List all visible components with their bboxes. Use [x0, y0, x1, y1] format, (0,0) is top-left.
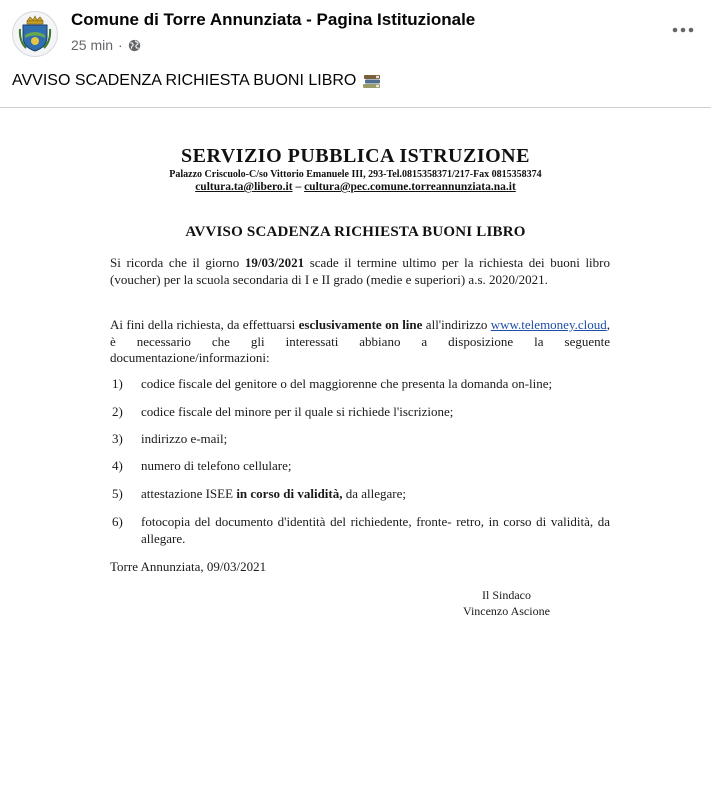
- deadline-date: 19/03/2021: [244, 255, 305, 270]
- list-item: [110, 376, 610, 393]
- document-address: Palazzo Criscuolo-C/so Vittorio Emanuele III, 293-Tel.0815358371/217-Fax 0815358374: [169, 169, 542, 180]
- list-item-number: 1): [112, 376, 123, 391]
- document-subtitle: AVVISO SCADENZA RICHIESTA BUONI LIBRO: [185, 224, 526, 240]
- more-options-button[interactable]: [669, 20, 697, 40]
- post-message-text: AVVISO SCADENZA RICHIESTA BUONI LIBRO: [12, 72, 357, 89]
- page-name-link[interactable]: Comune di Torre Annunziata - Pagina Istituzionale: [71, 10, 476, 29]
- signer-role: Il Sindaco: [482, 588, 531, 602]
- list-item: [110, 431, 610, 448]
- isee-text-1: attestazione ISEE: [141, 486, 237, 501]
- list-item-text: numero di telefono cellulare;: [141, 458, 292, 473]
- post-meta: [71, 37, 141, 53]
- list-item-number: 6): [112, 514, 123, 529]
- post-message: [12, 72, 382, 90]
- list-item: [110, 458, 610, 475]
- list-item-number: 3): [112, 431, 123, 446]
- coat-of-arms-icon: [18, 15, 52, 53]
- post-header: [0, 0, 711, 64]
- list-item-text: codice fiscale del minore per il quale si richiede l'iscrizione;: [141, 404, 454, 419]
- isee-text-2: da allegare;: [342, 486, 407, 501]
- paragraph-instructions-text-2: all'indirizzo: [422, 317, 491, 332]
- list-item-text: [141, 486, 610, 503]
- paragraph-deadline: [110, 255, 610, 288]
- document-date-place: Torre Annunziata, 09/03/2021: [110, 559, 267, 574]
- telemoney-link: www.telemoney.cloud: [490, 317, 607, 332]
- isee-validity-emphasis: in corso di validità,: [236, 486, 343, 501]
- list-item: [110, 486, 610, 503]
- list-item-text: fotocopia del documento d'identità del richiedente, fronte- retro, in corso di validità, da allegare.: [141, 514, 610, 546]
- document-title: SERVIZIO PUBBLICA ISTRUZIONE: [181, 145, 530, 167]
- list-item-text: indirizzo e-mail;: [141, 431, 228, 446]
- online-only-emphasis: esclusivamente on line: [298, 317, 423, 332]
- list-item: [110, 404, 610, 421]
- meta-separator: ·: [118, 37, 123, 53]
- list-item-text: codice fiscale del genitore o del maggiorenne che presenta la domanda on-line;: [141, 376, 553, 391]
- list-item-number: 5): [112, 486, 123, 501]
- paragraph-instructions: [110, 317, 610, 367]
- post-timestamp[interactable]: 25 min: [71, 37, 114, 53]
- list-item: [110, 514, 610, 547]
- page-avatar[interactable]: [12, 11, 58, 57]
- document-email-1: cultura.ta@libero.it: [195, 181, 293, 193]
- list-item-number: 4): [112, 458, 123, 473]
- document-email-2: cultura@pec.comune.torreannunziata.na.it: [304, 181, 516, 193]
- post-image-document[interactable]: [0, 108, 711, 786]
- paragraph-deadline-text-1: Si ricorda che il giorno: [110, 255, 245, 270]
- paragraph-deadline-text-2: scade il termine ultimo per la richiesta dei buoni libro (voucher) per la scuola secondaria di I e II grado (medie e superiori) a.s. 2020/2021.: [110, 255, 610, 287]
- email-separator: –: [292, 181, 305, 193]
- list-item-number: 2): [112, 404, 123, 419]
- more-horizontal-icon: [672, 27, 694, 33]
- signer-name: Vincenzo Ascione: [463, 604, 550, 618]
- document-emails: [0, 181, 711, 193]
- books-icon: [362, 73, 382, 89]
- globe-icon[interactable]: [128, 39, 141, 52]
- paragraph-instructions-text-1: Ai fini della richiesta, da effettuarsi: [110, 317, 299, 332]
- paragraph-instructions-text-3: , è necessario che gli interessati abbiano a disposizione la seguente documentazione/informazioni:: [110, 317, 610, 365]
